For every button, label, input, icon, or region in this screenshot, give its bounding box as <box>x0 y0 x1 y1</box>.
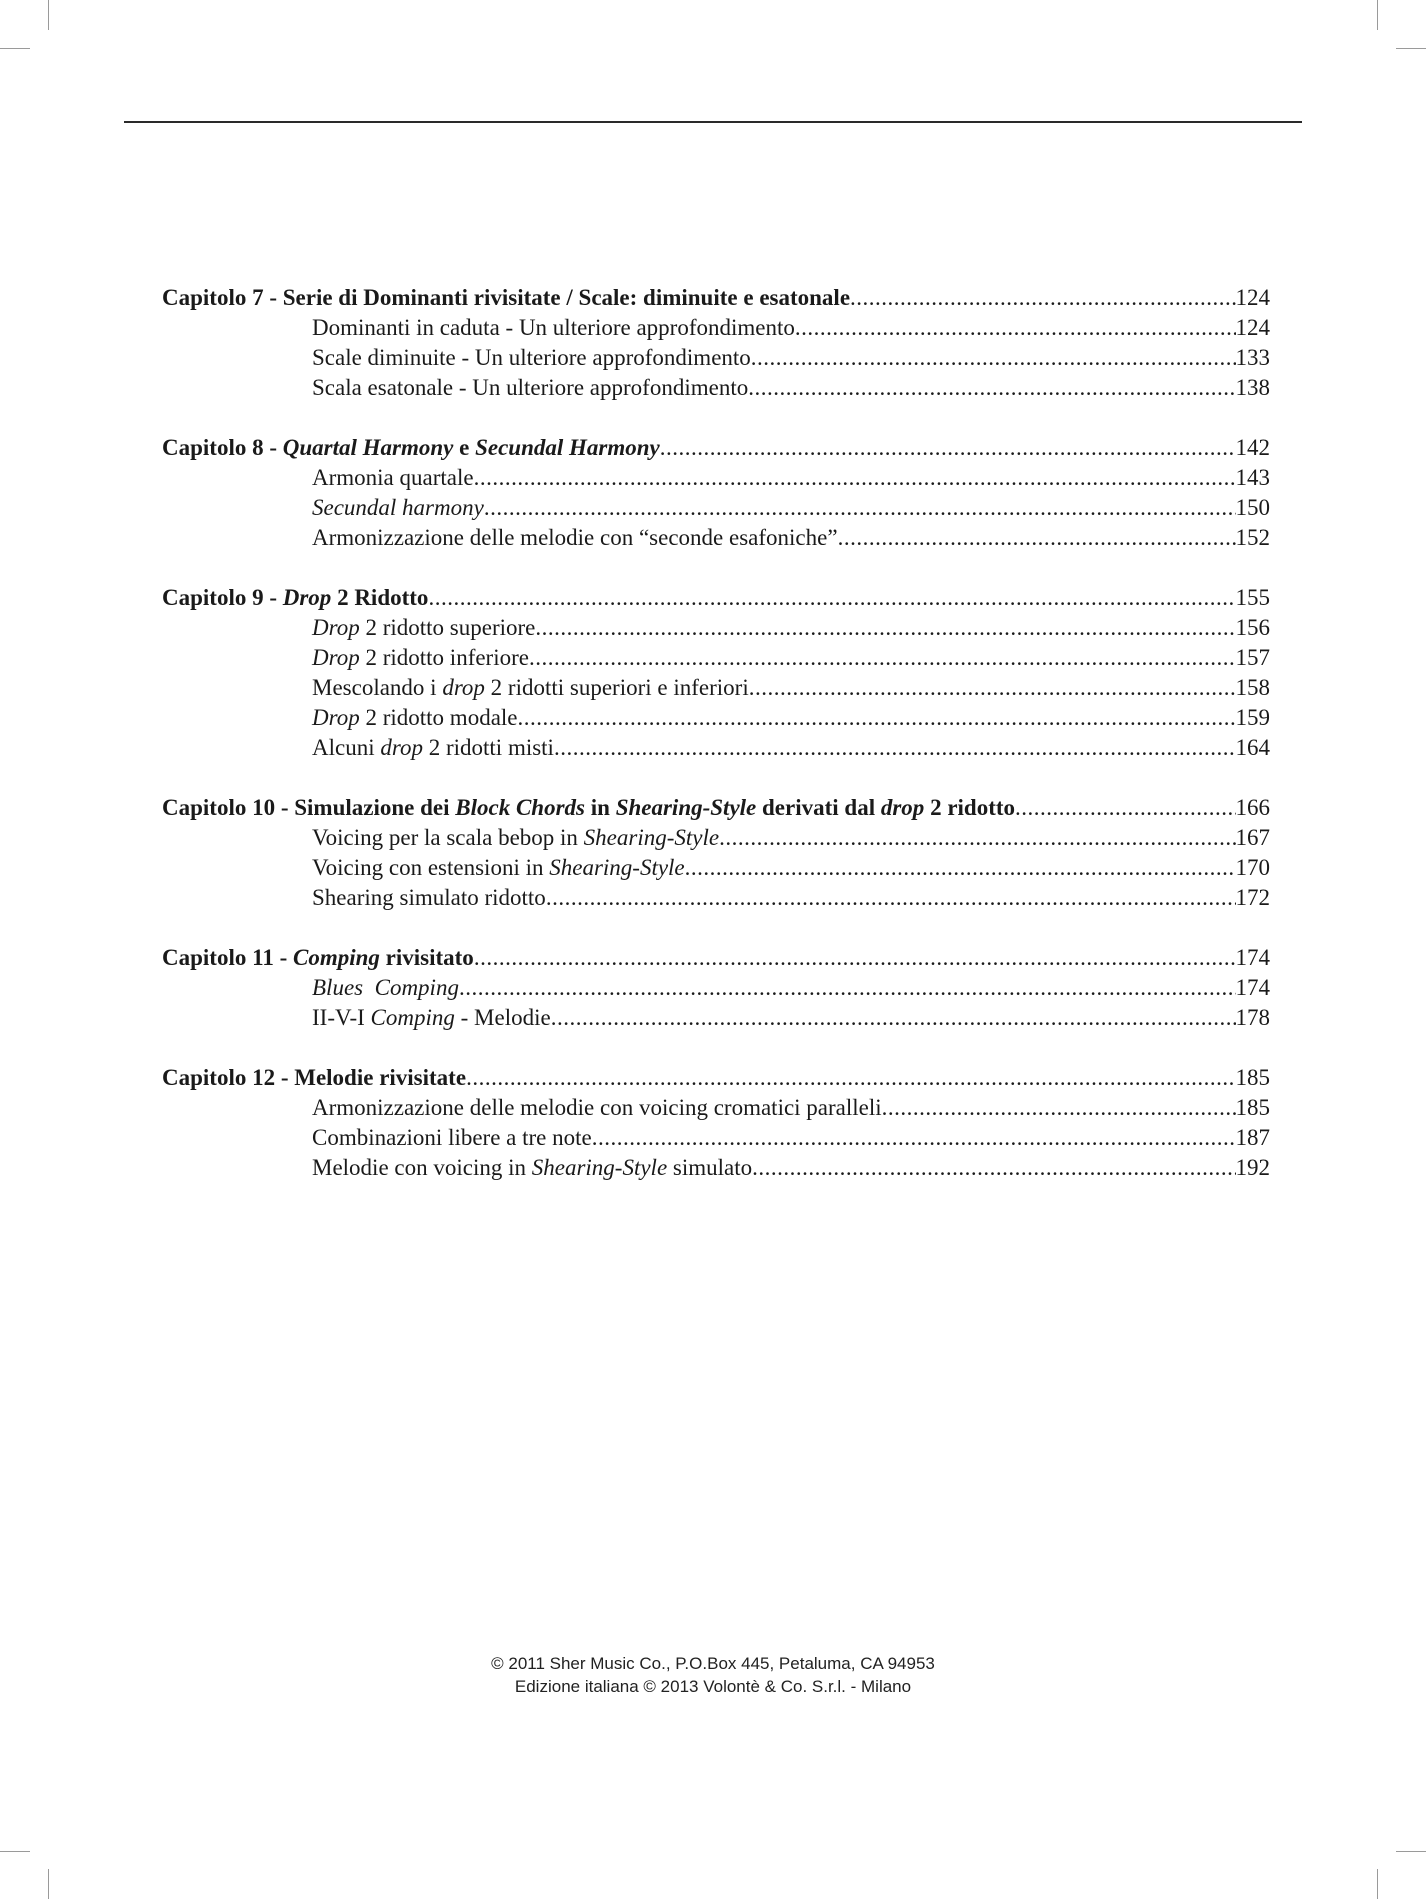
toc-page-number: 167 <box>1235 825 1270 850</box>
toc-section-entry <box>162 373 1270 403</box>
toc-section-entry <box>162 613 1270 643</box>
toc-page-number: 187 <box>1235 1125 1270 1150</box>
toc-chapter-heading <box>162 433 1270 463</box>
dot-leader <box>518 703 1236 733</box>
toc-entry-title: Armonizzazione delle melodie con “seconde esafoniche” <box>312 525 838 550</box>
toc-entry-title: II-V-I Comping - Melodie <box>312 1005 551 1030</box>
crop-mark <box>0 48 30 49</box>
toc-page-number: 152 <box>1235 525 1270 550</box>
dot-leader <box>660 433 1236 463</box>
dot-leader <box>850 283 1235 313</box>
toc-entry-title: Capitolo 10 - Simulazione dei Block Chords in Shearing-Style derivati dal drop 2 ridotto <box>162 795 1016 820</box>
toc-page-number: 174 <box>1235 975 1270 1000</box>
toc-entry-title: Drop 2 ridotto inferiore <box>312 645 529 670</box>
dot-leader <box>795 313 1236 343</box>
toc-entry-title: Melodie con voicing in Shearing-Style simulato <box>312 1155 753 1180</box>
toc-page-number: 192 <box>1235 1155 1270 1180</box>
toc-entry-title: Capitolo 11 - Comping rivisitato <box>162 945 474 970</box>
dot-leader <box>719 823 1235 853</box>
dot-leader <box>592 1123 1236 1153</box>
dot-leader <box>752 1153 1235 1183</box>
table-of-contents <box>162 283 1270 1213</box>
toc-entry-title: Voicing per la scala bebop in Shearing-Style <box>312 825 720 850</box>
toc-entry-title: Capitolo 9 - Drop 2 Ridotto <box>162 585 429 610</box>
toc-section-entry <box>162 1093 1270 1123</box>
dot-leader <box>1015 793 1235 823</box>
toc-chapter <box>162 283 1270 403</box>
toc-page-number: 138 <box>1235 375 1270 400</box>
crop-mark <box>1377 0 1378 30</box>
dot-leader <box>474 463 1236 493</box>
header-rule <box>124 121 1302 123</box>
toc-chapter <box>162 583 1270 763</box>
dot-leader <box>535 613 1235 643</box>
toc-entry-title: Combinazioni libere a tre note <box>312 1125 592 1150</box>
dot-leader <box>484 493 1236 523</box>
toc-entry-title: Capitolo 7 - Serie di Dominanti rivisitate / Scale: diminuite e esatonale <box>162 285 851 310</box>
toc-page-number: 150 <box>1235 495 1270 520</box>
toc-page-number: 159 <box>1235 705 1270 730</box>
dot-leader <box>554 733 1236 763</box>
toc-chapter-heading <box>162 583 1270 613</box>
toc-section-entry <box>162 673 1270 703</box>
toc-chapter <box>162 943 1270 1033</box>
toc-entry-title: Voicing con estensioni in Shearing-Style <box>312 855 685 880</box>
toc-entry-title: Armonia quartale <box>312 465 474 490</box>
toc-section-entry <box>162 973 1270 1003</box>
toc-chapter-heading <box>162 793 1270 823</box>
toc-page-number: 133 <box>1235 345 1270 370</box>
toc-chapter <box>162 1063 1270 1183</box>
toc-entry-title: Dominanti in caduta - Un ulteriore approfondimento <box>312 315 795 340</box>
toc-page-number: 185 <box>1235 1095 1270 1120</box>
copyright-footer <box>0 1652 1426 1698</box>
toc-section-entry <box>162 1003 1270 1033</box>
toc-section-entry <box>162 1153 1270 1183</box>
toc-entry-title: Blues Comping <box>312 975 459 1000</box>
toc-entry-title: Armonizzazione delle melodie con voicing cromatici paralleli <box>312 1095 882 1120</box>
toc-entry-title: Shearing simulato ridotto <box>312 885 546 910</box>
toc-chapter <box>162 793 1270 913</box>
dot-leader <box>838 523 1236 553</box>
toc-entry-title: Secundal harmony <box>312 495 484 520</box>
toc-entry-title: Scale diminuite - Un ulteriore approfondimento <box>312 345 751 370</box>
toc-section-entry <box>162 523 1270 553</box>
crop-mark <box>0 1851 30 1852</box>
toc-page-number: 155 <box>1235 585 1270 610</box>
toc-page-number: 156 <box>1235 615 1270 640</box>
toc-page-number: 157 <box>1235 645 1270 670</box>
toc-section-entry <box>162 823 1270 853</box>
dot-leader <box>551 1003 1236 1033</box>
dot-leader <box>474 943 1236 973</box>
dot-leader <box>428 583 1235 613</box>
toc-chapter <box>162 433 1270 553</box>
toc-section-entry <box>162 1123 1270 1153</box>
toc-page-number: 185 <box>1235 1065 1270 1090</box>
dot-leader <box>882 1093 1236 1123</box>
toc-entry-title: Mescolando i drop 2 ridotti superiori e inferiori <box>312 675 749 700</box>
toc-page-number: 178 <box>1235 1005 1270 1030</box>
crop-mark <box>48 1869 49 1899</box>
toc-chapter-heading <box>162 1063 1270 1093</box>
crop-mark <box>1377 1869 1378 1899</box>
toc-entry-title: Drop 2 ridotto modale <box>312 705 518 730</box>
toc-page-number: 142 <box>1235 435 1270 460</box>
dot-leader <box>529 643 1236 673</box>
toc-entry-title: Capitolo 12 - Melodie rivisitate <box>162 1065 467 1090</box>
toc-entry-title: Capitolo 8 - Quartal Harmony e Secundal Harmony <box>162 435 660 460</box>
toc-section-entry <box>162 463 1270 493</box>
toc-section-entry <box>162 643 1270 673</box>
toc-page-number: 164 <box>1235 735 1270 760</box>
toc-chapter-heading <box>162 943 1270 973</box>
toc-section-entry <box>162 703 1270 733</box>
dot-leader <box>466 1063 1235 1093</box>
edition-line: Edizione italiana © 2013 Volontè & Co. S.r.l. - Milano <box>514 1677 912 1696</box>
toc-page-number: 124 <box>1235 285 1270 310</box>
toc-page-number: 170 <box>1235 855 1270 880</box>
toc-section-entry <box>162 733 1270 763</box>
toc-page-number: 172 <box>1235 885 1270 910</box>
dot-leader <box>459 973 1236 1003</box>
toc-section-entry <box>162 853 1270 883</box>
toc-section-entry <box>162 883 1270 913</box>
crop-mark <box>48 0 49 30</box>
toc-entry-title: Drop 2 ridotto superiore <box>312 615 536 640</box>
toc-section-entry <box>162 343 1270 373</box>
dot-leader <box>748 373 1235 403</box>
crop-mark <box>1396 1851 1426 1852</box>
toc-section-entry <box>162 313 1270 343</box>
dot-leader <box>685 853 1236 883</box>
toc-page-number: 158 <box>1235 675 1270 700</box>
toc-chapter-heading <box>162 283 1270 313</box>
toc-section-entry <box>162 493 1270 523</box>
toc-page-number: 143 <box>1235 465 1270 490</box>
copyright-line: © 2011 Sher Music Co., P.O.Box 445, Petaluma, CA 94953 <box>491 1654 935 1673</box>
dot-leader <box>546 883 1236 913</box>
dot-leader <box>749 673 1236 703</box>
toc-page-number: 166 <box>1235 795 1270 820</box>
toc-page-number: 124 <box>1235 315 1270 340</box>
crop-mark <box>1396 48 1426 49</box>
toc-entry-title: Scala esatonale - Un ulteriore approfondimento <box>312 375 749 400</box>
toc-entry-title: Alcuni drop 2 ridotti misti <box>312 735 554 760</box>
toc-page-number: 174 <box>1235 945 1270 970</box>
dot-leader <box>751 343 1236 373</box>
